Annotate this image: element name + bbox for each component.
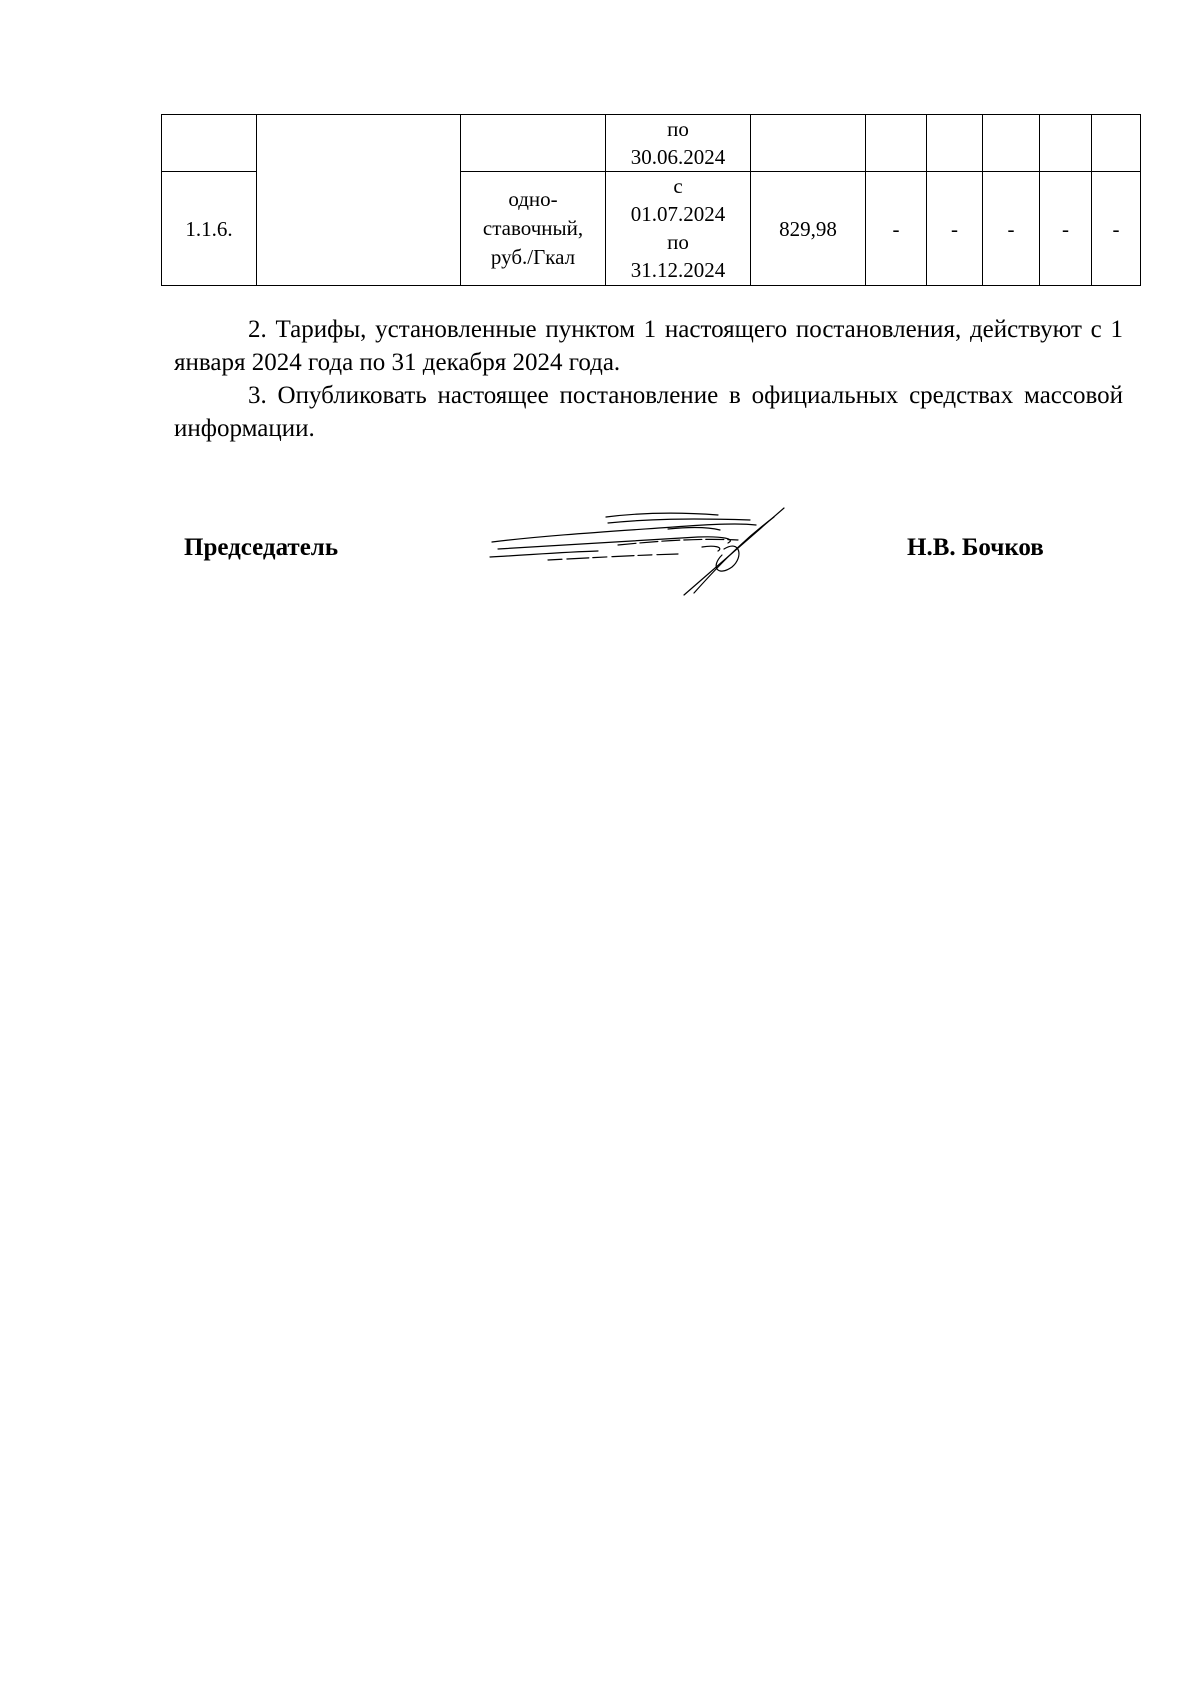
unit-cell — [461, 172, 606, 286]
period-line: 31.12.2024 — [630, 258, 726, 282]
tariff-cell — [983, 115, 1040, 172]
tariff-cell: - — [1040, 172, 1092, 286]
value-cell: 829,98 — [751, 172, 866, 286]
organization-cell — [257, 115, 461, 286]
number-cell: 1.1.6. — [162, 172, 257, 286]
tariff-cell — [866, 115, 927, 172]
table-row — [162, 115, 1141, 172]
number-cell — [162, 115, 257, 172]
tariff-cell — [1092, 115, 1141, 172]
tariff-cell: - — [983, 172, 1040, 286]
resolution-paragraphs — [174, 313, 1123, 445]
unit-line: руб./Гкал — [490, 245, 576, 269]
period-cell — [606, 115, 751, 172]
period-line: 30.06.2024 — [630, 145, 726, 169]
tariff-cell: - — [927, 172, 983, 286]
paragraph-item: 2. Тарифы, установленные пунктом 1 настоящего постановления, действуют с 1 января 2024 года по 31 декабря 2024 года. — [174, 316, 1123, 376]
tariff-cell — [1040, 115, 1092, 172]
period-line: с — [673, 174, 683, 198]
unit-line: одно- — [508, 187, 558, 211]
signatory-name: Н.В. Бочков — [907, 534, 1044, 561]
paragraph-item: 3. Опубликовать настоящее постановление в официальных средствах массовой информации. — [174, 382, 1123, 442]
signatory-title: Председатель — [184, 534, 339, 561]
period-cell — [606, 172, 751, 286]
tariff-table — [161, 114, 1141, 286]
unit-cell — [461, 115, 606, 172]
period-line: по — [667, 230, 689, 254]
tariff-cell: - — [1092, 172, 1141, 286]
unit-line: ставочный, — [482, 216, 584, 240]
tariff-cell: - — [866, 172, 927, 286]
period-line: 01.07.2024 — [630, 202, 726, 226]
value-cell — [751, 115, 866, 172]
tariff-cell — [927, 115, 983, 172]
handwritten-signature — [488, 505, 793, 600]
period-line: по — [667, 117, 689, 141]
